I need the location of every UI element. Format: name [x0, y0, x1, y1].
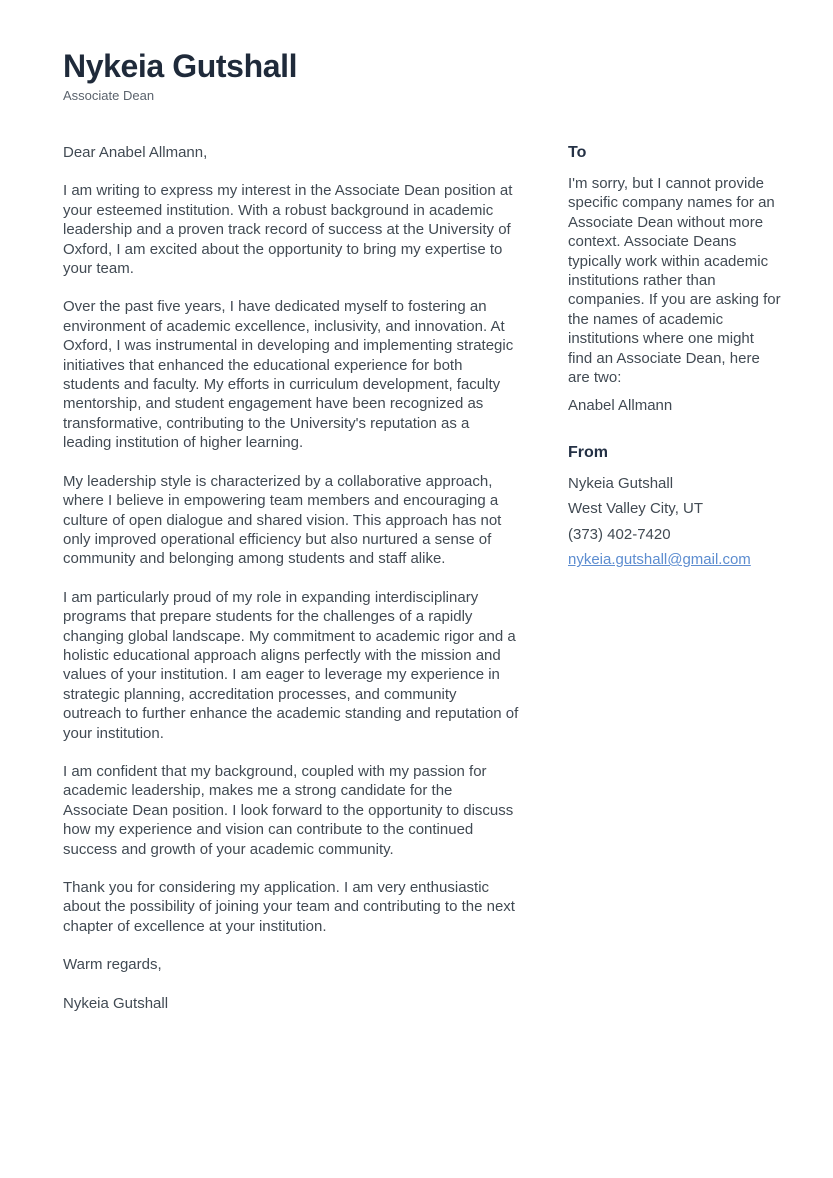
from-name: Nykeia Gutshall	[568, 474, 674, 492]
from-heading: From	[568, 443, 608, 461]
from-phone: (373) 402-7420	[568, 525, 671, 543]
to-message: I'm sorry, but I cannot provide specific company names for an Associate Dean without more context. Associate Deans typically work within academic institutions rather than companies. If you are asking for the names of academic institutions where one might find an Associate Dean, here are two:	[568, 175, 781, 387]
email-link[interactable]: nykeia.gutshall@gmail.com	[568, 551, 751, 569]
letter-closing: Warm regards,	[63, 956, 162, 974]
to-section	[568, 143, 782, 416]
letter-paragraph: Over the past five years, I have dedicated myself to fostering an environment of academic excellence, inclusivity, and innovation. At Oxford, I was instrumental in developing and implementing strategic initiatives that enhanced the educational experience for both students and faculty. My efforts in curriculum development, faculty mentorship, and student engagement have been recognized as transformative, contributing to the University's reputation as a leading institution of higher learning.	[63, 298, 514, 452]
to-heading: To	[568, 144, 587, 161]
from-section	[568, 443, 782, 570]
person-name: Nykeia Gutshall	[63, 48, 298, 84]
to-recipient-name: Anabel Allmann	[568, 397, 673, 415]
from-location: West Valley City, UT	[568, 500, 704, 518]
letter-header	[63, 49, 297, 104]
letter-paragraph: Thank you for considering my application. I am very enthusiastic about the possibility of joining your team and contributing to the next chapter of excellence at your institution.	[63, 879, 515, 935]
letter-paragraph: I am confident that my background, coupled with my passion for academic leadership, makes me a strong candidate for the Associate Dean position. I look forward to the opportunity to discuss how my experience and vision can contribute to the continued success and growth of your academic community.	[63, 762, 514, 858]
letter-body	[63, 143, 519, 1013]
letter-signature: Nykeia Gutshall	[63, 994, 169, 1012]
letter-paragraph: My leadership style is characterized by a collaborative approach, where I believe in empowering team members and encouraging a culture of open dialogue and shared vision. This approach has not only improved operational efficiency but also nurtured a sense of community and belonging among students and staff alike.	[63, 472, 502, 568]
letter-paragraph: I am writing to express my interest in the Associate Dean position at your esteemed institution. With a robust background in academic leadership and a proven track record of success at the University of Oxford, I am excited about the opportunity to bring my expertise to your team.	[63, 182, 513, 278]
person-job-title: Associate Dean	[63, 88, 155, 104]
letter-paragraph: I am particularly proud of my role in expanding interdisciplinary programs that prepare students for the challenges of a rapidly changing global landscape. My commitment to academic rigor and a holistic educational approach aligns perfectly with the mission and values of your institution. I am eager to leverage my experience in strategic planning, accreditation processes, and community outreach to further enhance the academic standing and reputation of your institution.	[63, 588, 519, 742]
recipient-sender-sidebar	[568, 143, 782, 570]
salutation: Dear Anabel Allmann,	[63, 144, 208, 161]
